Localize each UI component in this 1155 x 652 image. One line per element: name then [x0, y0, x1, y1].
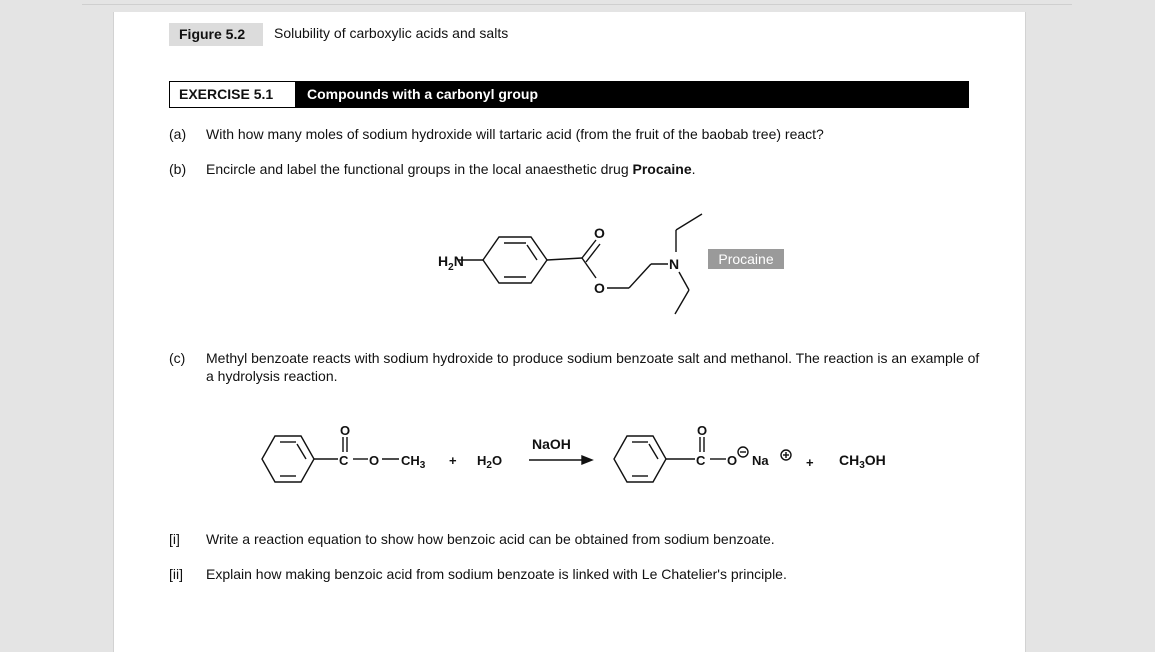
procaine-amine-h: H — [438, 253, 449, 269]
question-ii — [169, 566, 787, 582]
benzoate-oxygen: O — [727, 453, 738, 468]
sodium-benzoate-ring — [614, 436, 666, 482]
question-b-label: (b) — [169, 161, 187, 177]
question-a-label: (a) — [169, 126, 187, 142]
plus-sign-2: + — [806, 455, 814, 470]
question-c-label: (c) — [169, 350, 186, 366]
methyl-group: $CH_3$ — [401, 453, 426, 471]
sodium-ion: Na — [752, 453, 769, 468]
procaine-benzene-ring — [483, 237, 547, 283]
procaine-nitrogen: N — [669, 256, 680, 272]
water: $H_2O$ — [477, 453, 503, 471]
methyl-benzoate-ring — [262, 436, 314, 482]
exercise-tag: EXERCISE 5.1 — [170, 82, 295, 107]
question-b: (b) Encircle and label the functional groups in the local anaesthetic drug Procaine. — [169, 161, 696, 177]
question-b-text: Encircle and label the functional groups in the local anaesthetic drug — [206, 161, 633, 177]
methyl-benzoate-carbon: C — [339, 453, 349, 468]
figure-title: Solubility of carboxylic acids and salts — [274, 25, 509, 41]
procaine-ester-o: O — [594, 280, 605, 296]
question-ii-label: [ii] — [169, 566, 183, 582]
figure-tag: Figure 5.2 — [169, 23, 263, 46]
methanol: $CH_3OH$ — [839, 452, 886, 471]
procaine-structure — [114, 12, 1025, 652]
question-i — [169, 531, 775, 547]
methyl-benzoate-ester-o: O — [369, 453, 380, 468]
reagent-naoh: NaOH — [532, 436, 571, 452]
procaine-badge: Procaine — [708, 249, 784, 269]
plus-sign-1: + — [449, 453, 457, 468]
question-c-text: Methyl benzoate reacts with sodium hydroxide to produce sodium benzoate salt and methanol. The reaction is an example of a hydrolysis reaction. — [206, 350, 980, 384]
top-rule — [82, 4, 1072, 5]
exercise-title: Compounds with a carbonyl group — [307, 86, 538, 102]
benzoate-carbon: C — [696, 453, 706, 468]
procaine-carbonyl-o: O — [594, 225, 605, 241]
question-ii-text: Explain how making benzoic acid from sodium benzoate is linked with Le Chatelier's principle. — [206, 566, 787, 582]
methyl-benzoate-carbonyl-o: O — [340, 423, 351, 438]
question-i-text: Write a reaction equation to show how benzoic acid can be obtained from sodium benzoate. — [206, 531, 775, 547]
benzoate-carbonyl-o: O — [697, 423, 708, 438]
question-a-text: With how many moles of sodium hydroxide will tartaric acid (from the fruit of the baobab tree) react? — [206, 126, 824, 142]
svg-text:H2N: $H_2N$ — [438, 253, 464, 273]
question-c — [169, 349, 989, 385]
question-i-label: [i] — [169, 531, 180, 547]
document-page — [113, 12, 1026, 652]
question-b-drug-name: Procaine — [632, 161, 692, 177]
